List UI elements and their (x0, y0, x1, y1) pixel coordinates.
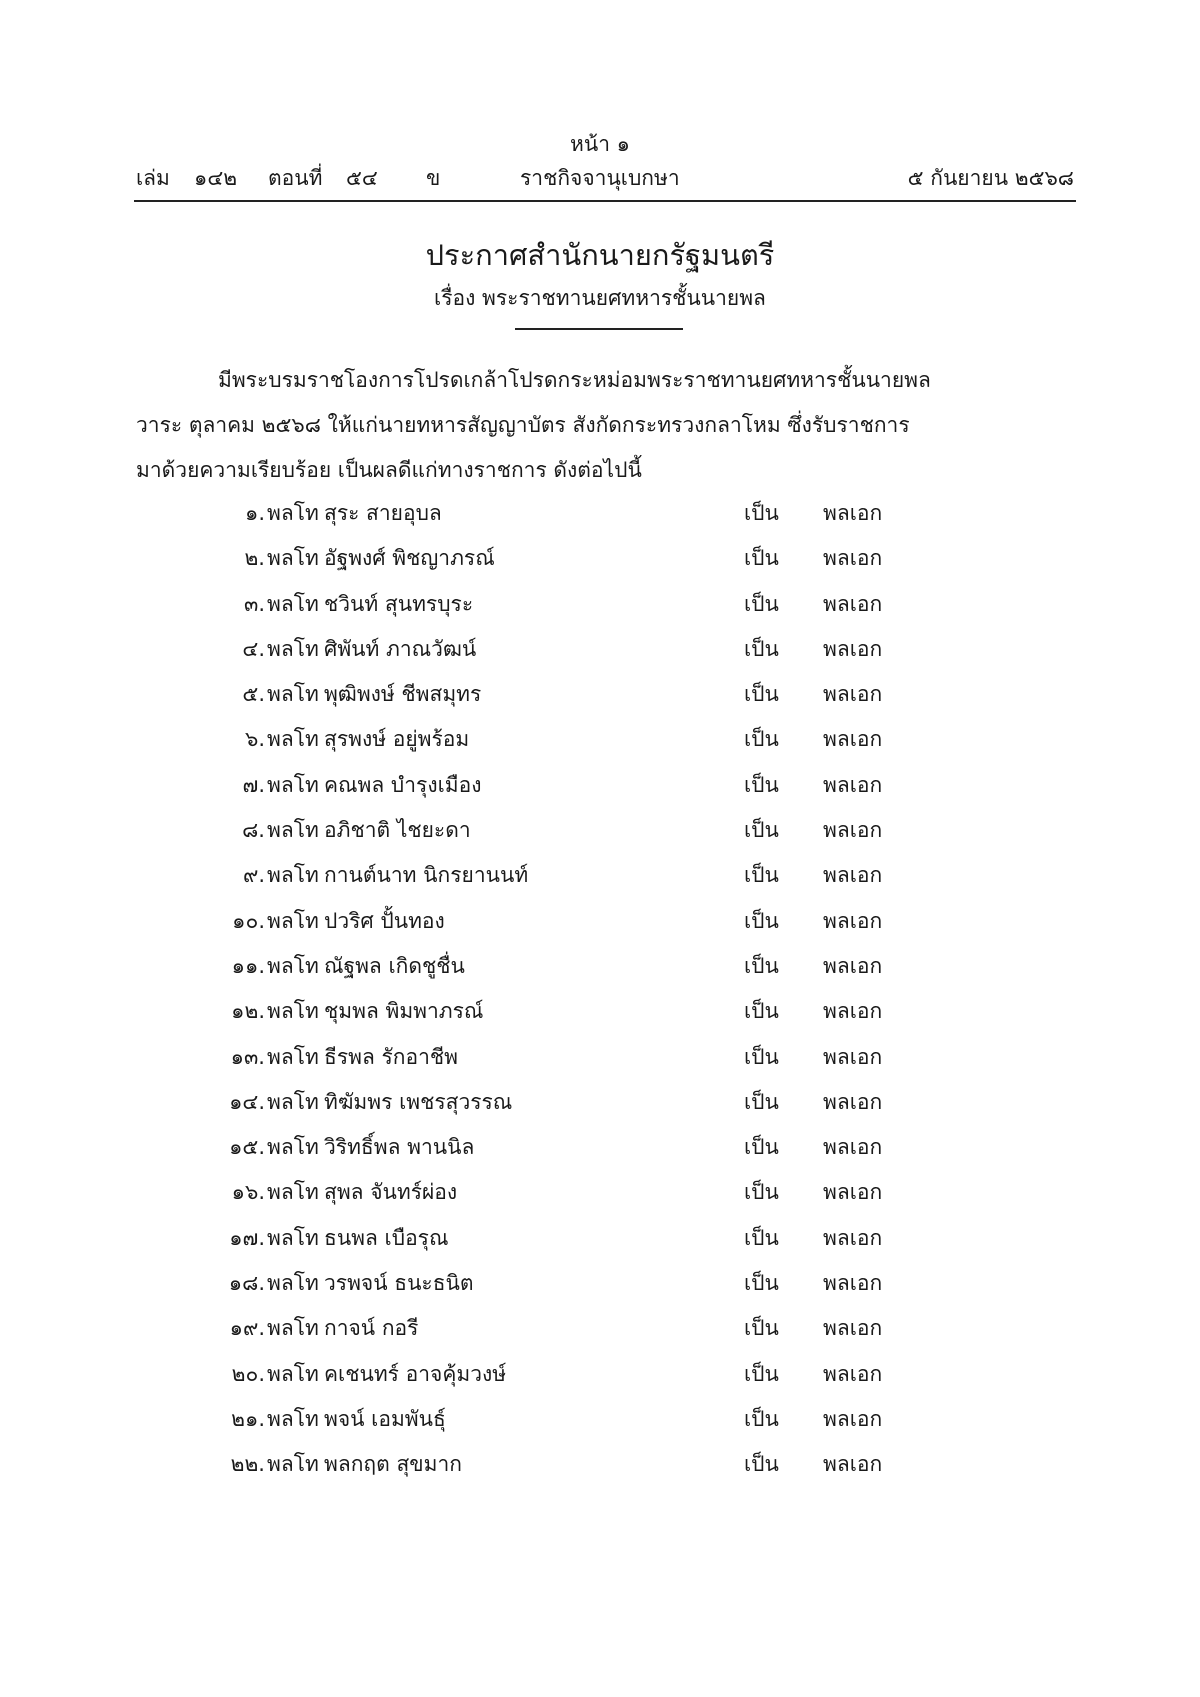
item-number: ๑๒. (231, 999, 265, 1024)
promotion-list (0, 497, 1200, 1494)
officer-name: กานต์นาท นิกรยานนท์ (324, 863, 529, 888)
list-item (0, 588, 1200, 633)
connector-word: เป็น (744, 636, 779, 661)
item-number: ๑. (244, 501, 265, 525)
page-number: หน้า ๑ (570, 132, 630, 156)
item-number: ๒๒. (230, 1452, 265, 1477)
new-rank: พลเอก (823, 953, 883, 978)
list-item (0, 678, 1200, 723)
officer-name: วรพจน์ ธนะธนิต (324, 1271, 474, 1296)
item-number: ๑๐. (232, 908, 265, 933)
connector-word: เป็น (744, 999, 779, 1024)
item-number: ๘. (242, 818, 265, 843)
connector-word: เป็น (744, 682, 779, 707)
officer-name: ศิพันท์ ภาณวัฒน์ (324, 636, 477, 661)
new-rank: พลเอก (823, 908, 883, 933)
current-rank: พลโท (267, 1452, 319, 1477)
list-item (0, 905, 1200, 950)
officer-name: กาจน์ กอรี (324, 1316, 419, 1341)
officer-name: สุพล จันทร์ผ่อง (324, 1180, 458, 1205)
item-number: ๒๐. (231, 1361, 265, 1386)
paragraph-line: วาระ ตุลาคม ๒๕๖๘ ให้แก่นายทหารสัญญาบัตร สังกัดกระทรวงกลาโหม ซึ่งรับราชการ (136, 413, 910, 437)
new-rank: พลเอก (823, 636, 883, 661)
list-item (0, 497, 1200, 542)
new-rank: พลเอก (823, 1271, 883, 1296)
officer-name: คณพล บำรุงเมือง (324, 772, 482, 797)
new-rank: พลเอก (823, 546, 883, 571)
connector-word: เป็น (744, 1361, 779, 1386)
connector-word: เป็น (744, 727, 779, 752)
connector-word: เป็น (744, 863, 779, 888)
list-item (0, 859, 1200, 904)
connector-word: เป็น (744, 953, 779, 978)
current-rank: พลโท (267, 1135, 319, 1160)
item-number: ๒๑. (231, 1406, 265, 1431)
officer-name: คเชนทร์ อาจคุ้มวงษ์ (324, 1361, 507, 1386)
connector-word: เป็น (744, 1044, 779, 1069)
connector-word: เป็น (744, 1180, 779, 1205)
item-number: ๓. (243, 591, 265, 616)
current-rank: พลโท (267, 546, 319, 571)
officer-name: ชวินท์ สุนทรบุระ (324, 591, 474, 616)
current-rank: พลโท (267, 727, 319, 752)
new-rank: พลเอก (823, 1406, 883, 1431)
current-rank: พลโท (267, 1271, 319, 1296)
new-rank: พลเอก (823, 1361, 883, 1386)
current-rank: พลโท (267, 908, 319, 933)
header-rule (134, 200, 1076, 202)
item-number: ๑๕. (229, 1135, 265, 1160)
new-rank: พลเอก (823, 818, 883, 843)
current-rank: พลโท (267, 1361, 319, 1386)
current-rank: พลโท (267, 1180, 319, 1205)
item-number: ๑๑. (231, 953, 265, 978)
new-rank: พลเอก (823, 863, 883, 888)
new-rank: พลเอก (823, 1316, 883, 1341)
item-number: ๗. (242, 772, 265, 797)
officer-name: ธีรพล รักอาชีพ (324, 1044, 458, 1069)
section-letter: ข (426, 166, 441, 190)
announcement-title: ประกาศสำนักนายกรัฐมนตรี (425, 238, 775, 272)
new-rank: พลเอก (823, 1044, 883, 1069)
announcement-subject: เรื่อง พระราชทานยศทหารชั้นนายพล (434, 286, 766, 310)
new-rank: พลเอก (823, 1089, 883, 1114)
volume-number: ๑๔๒ (194, 166, 238, 190)
officer-name: วิริทธิ์พล พานนิล (324, 1135, 475, 1160)
connector-word: เป็น (744, 591, 779, 616)
list-item (0, 1403, 1200, 1448)
list-item (0, 1086, 1200, 1131)
officer-name: พลกฤต สุขมาก (324, 1452, 462, 1477)
paragraph-line: มีพระบรมราชโองการโปรดเกล้าโปรดกระหม่อมพระราชทานยศทหารชั้นนายพล (218, 368, 931, 392)
gazette-header (136, 162, 1074, 196)
current-rank: พลโท (267, 682, 319, 707)
item-number: ๔. (242, 636, 265, 661)
new-rank: พลเอก (823, 999, 883, 1024)
item-number: ๖. (244, 727, 265, 752)
current-rank: พลโท (267, 863, 319, 888)
part-label: ตอนที่ (268, 166, 323, 190)
item-number: ๑๘. (228, 1271, 265, 1296)
officer-name: อภิชาติ ไชยะดา (324, 818, 471, 843)
connector-word: เป็น (744, 1406, 779, 1431)
list-item (0, 1041, 1200, 1086)
new-rank: พลเอก (823, 1452, 883, 1477)
new-rank: พลเอก (823, 727, 883, 752)
connector-word: เป็น (744, 772, 779, 797)
new-rank: พลเอก (823, 772, 883, 797)
list-item (0, 542, 1200, 587)
new-rank: พลเอก (823, 682, 883, 707)
current-rank: พลโท (267, 953, 319, 978)
list-item (0, 1358, 1200, 1403)
connector-word: เป็น (744, 1452, 779, 1477)
list-item (0, 814, 1200, 859)
item-number: ๑๔. (229, 1089, 265, 1114)
list-item (0, 769, 1200, 814)
item-number: ๑๓. (230, 1044, 265, 1069)
connector-word: เป็น (744, 1271, 779, 1296)
item-number: ๒. (244, 546, 265, 571)
current-rank: พลโท (267, 591, 319, 616)
connector-word: เป็น (744, 1135, 779, 1160)
officer-name: สุรพงษ์ อยู่พร้อม (324, 727, 470, 752)
list-item (0, 1176, 1200, 1221)
list-item (0, 950, 1200, 995)
list-item (0, 1448, 1200, 1493)
list-item (0, 1131, 1200, 1176)
current-rank: พลโท (267, 501, 319, 525)
new-rank: พลเอก (823, 1225, 883, 1250)
item-number: ๑๖. (231, 1180, 265, 1205)
list-item (0, 995, 1200, 1040)
new-rank: พลเอก (823, 501, 883, 525)
current-rank: พลโท (267, 1225, 319, 1250)
item-number: ๕. (242, 682, 265, 707)
current-rank: พลโท (267, 1316, 319, 1341)
volume-label: เล่ม (136, 166, 170, 190)
connector-word: เป็น (744, 818, 779, 843)
item-number: ๙. (242, 863, 265, 888)
officer-name: พุฒิพงษ์ ชีพสมุทร (324, 682, 482, 707)
current-rank: พลโท (267, 1406, 319, 1431)
connector-word: เป็น (744, 501, 779, 525)
publication-date: ๕ กันยายน ๒๕๖๘ (907, 166, 1074, 190)
officer-name: ณัฐพล เกิดชูชื่น (324, 953, 465, 978)
current-rank: พลโท (267, 636, 319, 661)
connector-word: เป็น (744, 1225, 779, 1250)
officer-name: สุระ สายอุบล (324, 501, 442, 525)
current-rank: พลโท (267, 818, 319, 843)
connector-word: เป็น (744, 1089, 779, 1114)
officer-name: ธนพล เบือรุณ (324, 1225, 449, 1250)
connector-word: เป็น (744, 1316, 779, 1341)
item-number: ๑๙. (229, 1316, 265, 1341)
officer-name: พจน์ เอมพันธุ์ (324, 1406, 446, 1431)
list-item (0, 1222, 1200, 1267)
new-rank: พลเอก (823, 1180, 883, 1205)
current-rank: พลโท (267, 772, 319, 797)
current-rank: พลโท (267, 999, 319, 1024)
new-rank: พลเอก (823, 591, 883, 616)
part-number: ๕๔ (346, 166, 378, 190)
title-rule (515, 328, 683, 330)
paragraph-line: มาด้วยความเรียบร้อย เป็นผลดีแก่ทางราชการ ดังต่อไปนี้ (136, 458, 642, 482)
current-rank: พลโท (267, 1044, 319, 1069)
new-rank: พลเอก (823, 1135, 883, 1160)
item-number: ๑๗. (229, 1225, 265, 1250)
list-item (0, 723, 1200, 768)
officer-name: ปวริศ ปั้นทอง (324, 908, 445, 933)
list-item (0, 633, 1200, 678)
list-item (0, 1267, 1200, 1312)
officer-name: ทิฆัมพร เพชรสุวรรณ (324, 1089, 513, 1114)
officer-name: ชุมพล พิมพาภรณ์ (324, 999, 484, 1024)
current-rank: พลโท (267, 1089, 319, 1114)
connector-word: เป็น (744, 546, 779, 571)
officer-name: อัฐพงศ์ พิชญาภรณ์ (324, 546, 495, 571)
connector-word: เป็น (744, 908, 779, 933)
list-item (0, 1312, 1200, 1357)
gazette-name: ราชกิจจานุเบกษา (520, 166, 680, 190)
